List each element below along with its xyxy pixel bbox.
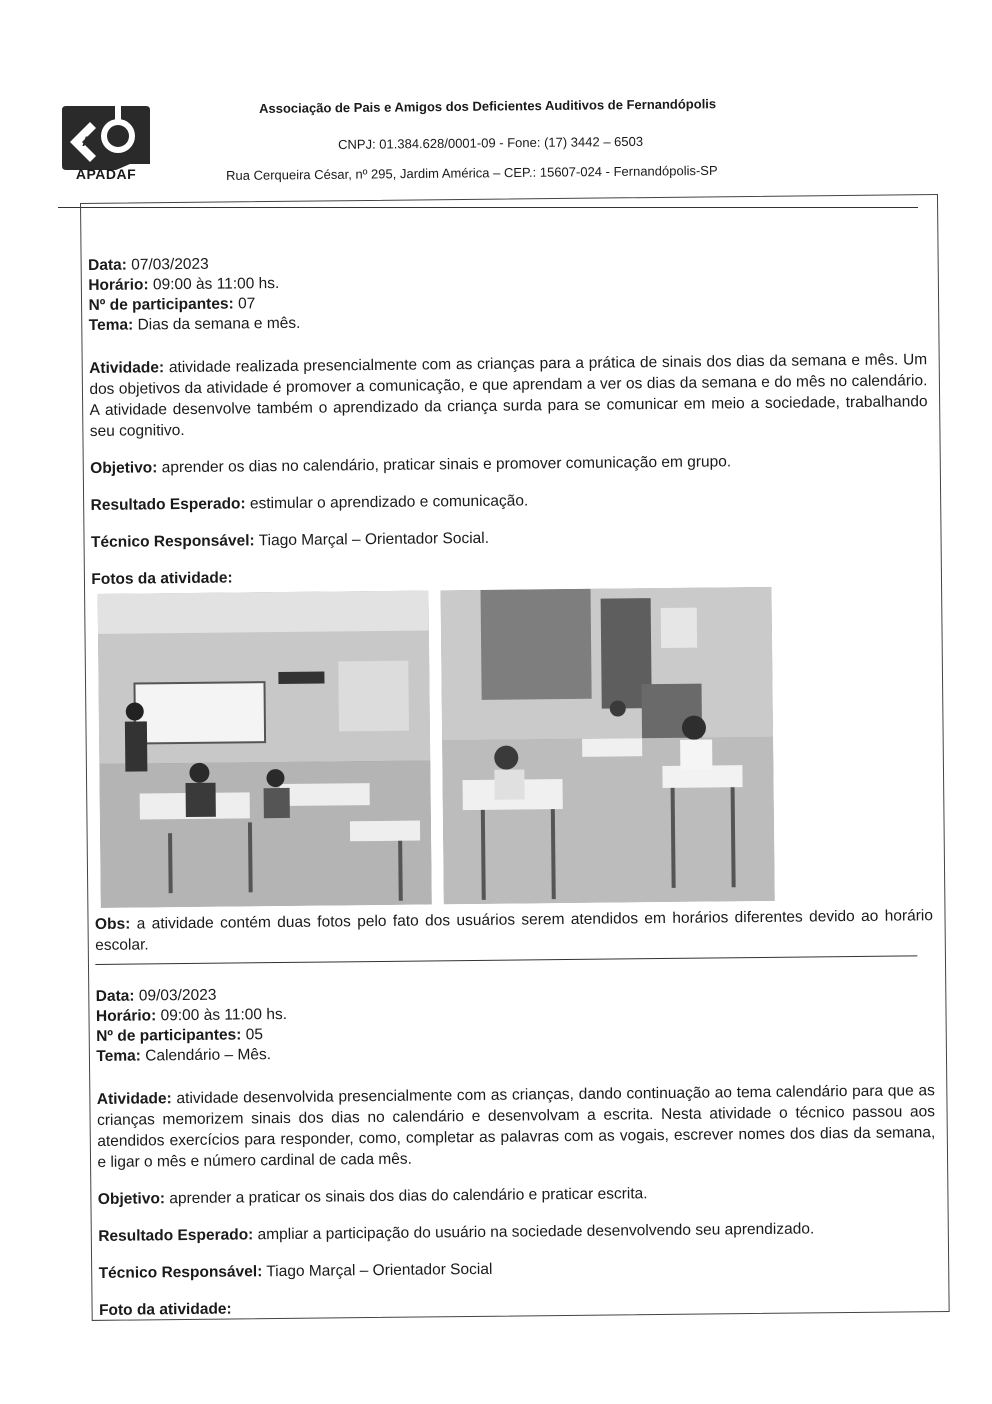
objective-paragraph: [90, 449, 928, 479]
technician-label: Técnico Responsável:: [90, 532, 255, 551]
expected-result-paragraph: [98, 1217, 936, 1247]
classroom-photo-2: [441, 587, 775, 904]
theme-value: Calendário – Mês.: [145, 1046, 272, 1065]
address-line: Rua Cerqueira César, nº 295, Jardim América – CEP.: 15607-024 - Fernandópolis-SP: [226, 162, 718, 183]
activity-label: Atividade:: [96, 1090, 172, 1108]
date-label: Data:: [88, 256, 127, 274]
participants-value: 05: [245, 1026, 264, 1044]
activity-entry-2: [96, 978, 937, 1321]
time-value: 09:00 às 11:00 hs.: [160, 1005, 288, 1025]
observation-label: Obs:: [94, 915, 131, 933]
activity-entry-1: [88, 247, 933, 965]
photo-label: Foto da atividade:: [98, 1300, 232, 1319]
time-label: Horário:: [95, 1007, 157, 1025]
observation-text: a atividade contém duas fotos pelo fato dos usuários serem atendidos em horários diferentes devido ao horário escolar.: [95, 907, 934, 954]
activity-paragraph: [97, 1080, 936, 1173]
activity-paragraph: [89, 349, 928, 442]
expected-result-label: Resultado Esperado:: [90, 495, 246, 514]
objective-paragraph: [98, 1180, 936, 1210]
date-label: Data:: [95, 987, 135, 1005]
date-value: 09/03/2023: [138, 986, 217, 1005]
time-label: Horário:: [88, 276, 149, 294]
expected-result-text: ampliar a participação do usuário na sociedade desenvolvendo seu aprendizado.: [257, 1220, 815, 1244]
date-value: 07/03/2023: [131, 255, 209, 274]
time-value: 09:00 às 11:00 hs.: [152, 274, 280, 294]
activity-photos: [98, 585, 933, 908]
expected-result-paragraph: [91, 486, 929, 516]
technician-paragraph: [99, 1254, 937, 1284]
objective-text: aprender a praticar os sinais dos dias do calendário e praticar escrita.: [169, 1185, 648, 1208]
theme-label: Tema:: [96, 1047, 141, 1065]
participants-label: Nº de participantes:: [96, 1026, 242, 1045]
entry-divider: [95, 955, 917, 965]
technician-text: Tiago Marçal – Orientador Social.: [258, 529, 490, 550]
participants-label: Nº de participantes:: [88, 295, 234, 314]
technician-text: Tiago Marçal – Orientador Social: [266, 1260, 493, 1281]
expected-result-label: Resultado Esperado:: [98, 1226, 254, 1245]
activity-text: atividade desenvolvida presencialmente com as crianças, dando continuação ao tema calendário para que as crianças memorizem sinais dos dias no calendário e desenvolvam a escrita. Nesta atividade o técnico passou aos atendidos exercícios para responder, como, completar as palavras com as vogais, escrever nomes dos dias da semana, e ligar o mês e número cardinal de cada mês.: [96, 1082, 936, 1171]
classroom-photo-1: [98, 590, 432, 907]
expected-result-text: estimular o aprendizado e comunicação.: [249, 492, 529, 513]
report-content: [88, 247, 937, 1321]
organization-name: Associação de Pais e Amigos dos Deficientes Auditivos de Fernandópolis: [259, 96, 717, 116]
theme-label: Tema:: [88, 316, 134, 334]
theme-value: Dias da semana e mês.: [137, 314, 301, 334]
photos-label: Fotos da atividade:: [91, 569, 233, 588]
observation-paragraph: [95, 905, 933, 956]
participants-value: 07: [237, 295, 256, 313]
logo-text: APADAF: [75, 166, 137, 182]
technician-paragraph: [91, 523, 929, 553]
cnpj-phone-line: CNPJ: 01.384.628/0001-09 - Fone: (17) 3442 – 6503: [338, 133, 644, 152]
activity-label: Atividade:: [89, 359, 165, 377]
objective-label: Objetivo:: [97, 1190, 166, 1208]
objective-text: aprender os dias no calendário, praticar sinais e promover comunicação em grupo.: [161, 453, 732, 477]
svg-text:A: A: [82, 133, 93, 149]
activity-text: atividade realizada presencialmente com as crianças para a prática de sinais dos dias da semana e mês. Um dos objetivos da atividade é promover a comunicação, e que aprendam a ver os dias da semana e do mês no calendário. A atividade desenvolve também o aprendizado da criança surda para se comunicar em meio a sociedade, trabalhando seu cognitivo.: [89, 351, 928, 440]
technician-label: Técnico Responsável:: [98, 1263, 263, 1282]
objective-label: Objetivo:: [90, 459, 158, 477]
